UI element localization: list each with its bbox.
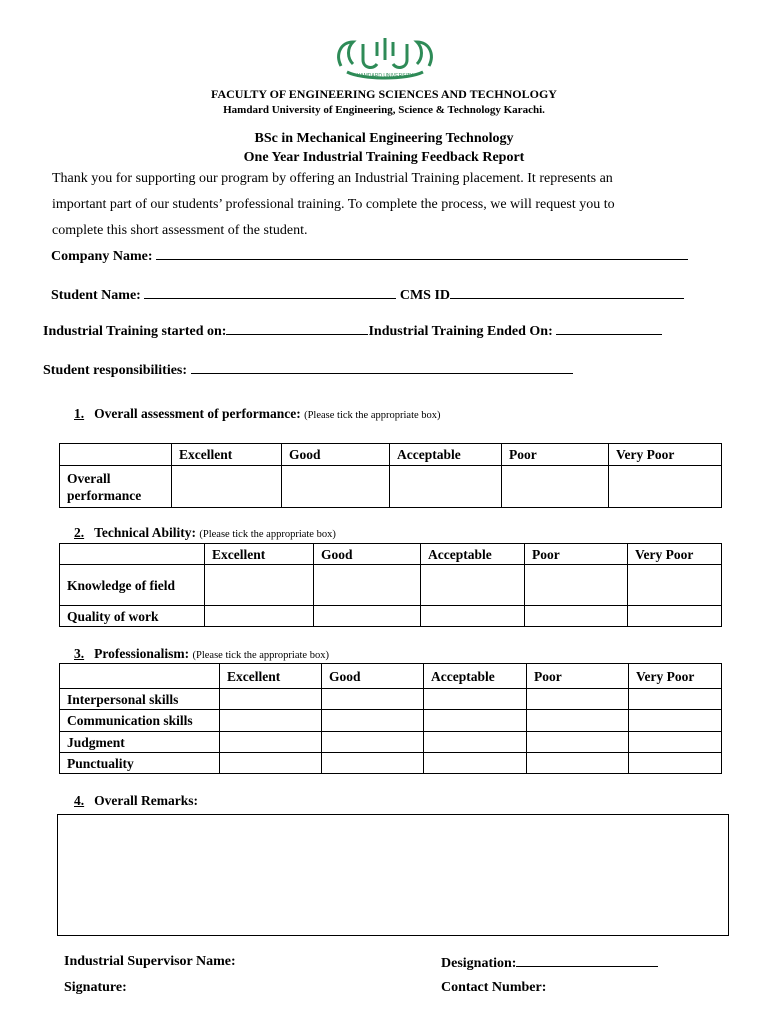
training-ended-input[interactable]	[556, 322, 662, 335]
rating-header: Very Poor	[628, 544, 722, 565]
rating-header: Good	[314, 544, 421, 565]
table-corner-cell	[60, 544, 205, 565]
rating-cell[interactable]	[628, 606, 722, 627]
rating-cell[interactable]	[527, 689, 629, 710]
rating-cell[interactable]	[205, 606, 314, 627]
rating-cell[interactable]	[502, 466, 609, 508]
row-label: Overall performance	[60, 466, 172, 508]
rating-header: Good	[322, 664, 424, 689]
rating-cell[interactable]	[629, 710, 722, 732]
rating-cell[interactable]	[424, 753, 527, 774]
rating-cell[interactable]	[527, 732, 629, 753]
rating-cell[interactable]	[314, 565, 421, 606]
technical-ability-table	[59, 543, 722, 627]
table-row	[60, 753, 722, 774]
rating-cell[interactable]	[172, 466, 282, 508]
rating-header: Poor	[527, 664, 629, 689]
table-corner-cell	[60, 664, 220, 689]
table-row	[60, 565, 722, 606]
table-corner-cell	[60, 444, 172, 466]
rating-cell[interactable]	[525, 606, 628, 627]
rating-cell[interactable]	[629, 753, 722, 774]
signature-label: Signature:	[64, 980, 127, 995]
professionalism-table	[59, 663, 722, 774]
university-logo	[333, 34, 437, 84]
student-name-label: Student Name:	[51, 288, 141, 303]
program-title: BSc in Mechanical Engineering Technology	[254, 131, 514, 146]
intro-line: complete this short assessment of the student.	[52, 223, 308, 238]
table-header-row	[60, 444, 722, 466]
rating-cell[interactable]	[527, 753, 629, 774]
section-2-heading	[74, 525, 336, 541]
rating-cell[interactable]	[322, 753, 424, 774]
row-label: Punctuality	[60, 753, 220, 774]
row-label: Judgment	[60, 732, 220, 753]
rating-header: Excellent	[172, 444, 282, 466]
rating-cell[interactable]	[205, 565, 314, 606]
rating-header: Very Poor	[629, 664, 722, 689]
section-title: Technical Ability:	[94, 525, 197, 540]
section-number: 4.	[74, 793, 85, 808]
overall-performance-table	[59, 443, 722, 508]
cms-id-input[interactable]	[450, 286, 684, 299]
rating-cell[interactable]	[527, 710, 629, 732]
training-started-label: Industrial Training started on:	[43, 324, 227, 339]
section-1-heading	[74, 406, 441, 422]
intro-paragraph	[52, 166, 712, 244]
rating-header: Acceptable	[421, 544, 525, 565]
table-row	[60, 466, 722, 508]
rating-header: Acceptable	[424, 664, 527, 689]
rating-cell[interactable]	[322, 732, 424, 753]
company-name-field	[51, 247, 688, 265]
rating-header: Excellent	[205, 544, 314, 565]
training-dates-field	[43, 322, 662, 340]
overall-remarks-textarea[interactable]	[57, 814, 729, 936]
rating-cell[interactable]	[629, 689, 722, 710]
rating-cell[interactable]	[220, 710, 322, 732]
responsibilities-input[interactable]	[191, 361, 573, 374]
faculty-heading: FACULTY OF ENGINEERING SCIENCES AND TECHNOLOGY	[211, 87, 557, 101]
training-started-input[interactable]	[226, 322, 368, 335]
contact-number-label: Contact Number:	[441, 980, 547, 995]
rating-cell[interactable]	[282, 466, 390, 508]
section-title: Overall assessment of performance:	[94, 406, 301, 421]
rating-header: Poor	[525, 544, 628, 565]
table-row	[60, 689, 722, 710]
supervisor-name-label: Industrial Supervisor Name:	[64, 954, 236, 969]
designation-label: Designation:	[441, 956, 517, 971]
row-label: Communication skills	[60, 710, 220, 732]
rating-cell[interactable]	[322, 689, 424, 710]
section-note: (Please tick the appropriate box)	[304, 410, 441, 421]
rating-cell[interactable]	[421, 606, 525, 627]
table-row	[60, 732, 722, 753]
section-title: Overall Remarks:	[94, 793, 198, 808]
rating-cell[interactable]	[220, 753, 322, 774]
rating-header: Excellent	[220, 664, 322, 689]
responsibilities-field	[43, 361, 573, 379]
rating-cell[interactable]	[421, 565, 525, 606]
rating-cell[interactable]	[629, 732, 722, 753]
section-number: 2.	[74, 525, 85, 540]
rating-header: Good	[282, 444, 390, 466]
section-number: 3.	[74, 646, 85, 661]
intro-line: Thank you for supporting our program by offering an Industrial Training placement. It represents an	[52, 171, 613, 186]
rating-cell[interactable]	[525, 565, 628, 606]
intro-line: important part of our students’ professional training. To complete the process, we will request you to	[52, 197, 615, 212]
training-ended-label: Industrial Training Ended On:	[368, 324, 553, 339]
rating-cell[interactable]	[390, 466, 502, 508]
row-label: Interpersonal skills	[60, 689, 220, 710]
rating-cell[interactable]	[220, 732, 322, 753]
rating-cell[interactable]	[322, 710, 424, 732]
section-4-heading	[74, 793, 198, 809]
rating-cell[interactable]	[314, 606, 421, 627]
table-row	[60, 606, 722, 627]
table-row	[60, 710, 722, 732]
rating-header: Acceptable	[390, 444, 502, 466]
company-name-input[interactable]	[156, 247, 688, 260]
rating-cell[interactable]	[220, 689, 322, 710]
logo-text: HAMDARD UNIVERSITY	[356, 73, 414, 79]
table-header-row	[60, 544, 722, 565]
student-name-field	[51, 286, 684, 304]
rating-header: Very Poor	[609, 444, 722, 466]
designation-field	[441, 954, 658, 972]
rating-cell[interactable]	[628, 565, 722, 606]
rating-header: Poor	[502, 444, 609, 466]
report-title: One Year Industrial Training Feedback Report	[243, 150, 525, 165]
student-name-input[interactable]	[144, 286, 396, 299]
rating-cell[interactable]	[609, 466, 722, 508]
rating-cell[interactable]	[424, 710, 527, 732]
designation-input[interactable]	[516, 954, 658, 967]
section-note: (Please tick the appropriate box)	[199, 529, 336, 540]
company-name-label: Company Name:	[51, 249, 153, 264]
row-label: Knowledge of field	[60, 565, 205, 606]
row-label: Quality of work	[60, 606, 205, 627]
rating-cell[interactable]	[424, 689, 527, 710]
responsibilities-label: Student responsibilities:	[43, 363, 188, 378]
section-title: Professionalism:	[94, 646, 190, 661]
university-heading: Hamdard University of Engineering, Science & Technology Karachi.	[223, 104, 545, 116]
rating-cell[interactable]	[424, 732, 527, 753]
section-3-heading	[74, 646, 329, 662]
section-note: (Please tick the appropriate box)	[192, 650, 329, 661]
table-header-row	[60, 664, 722, 689]
cms-id-label: CMS ID	[399, 288, 451, 303]
section-number: 1.	[74, 406, 85, 421]
